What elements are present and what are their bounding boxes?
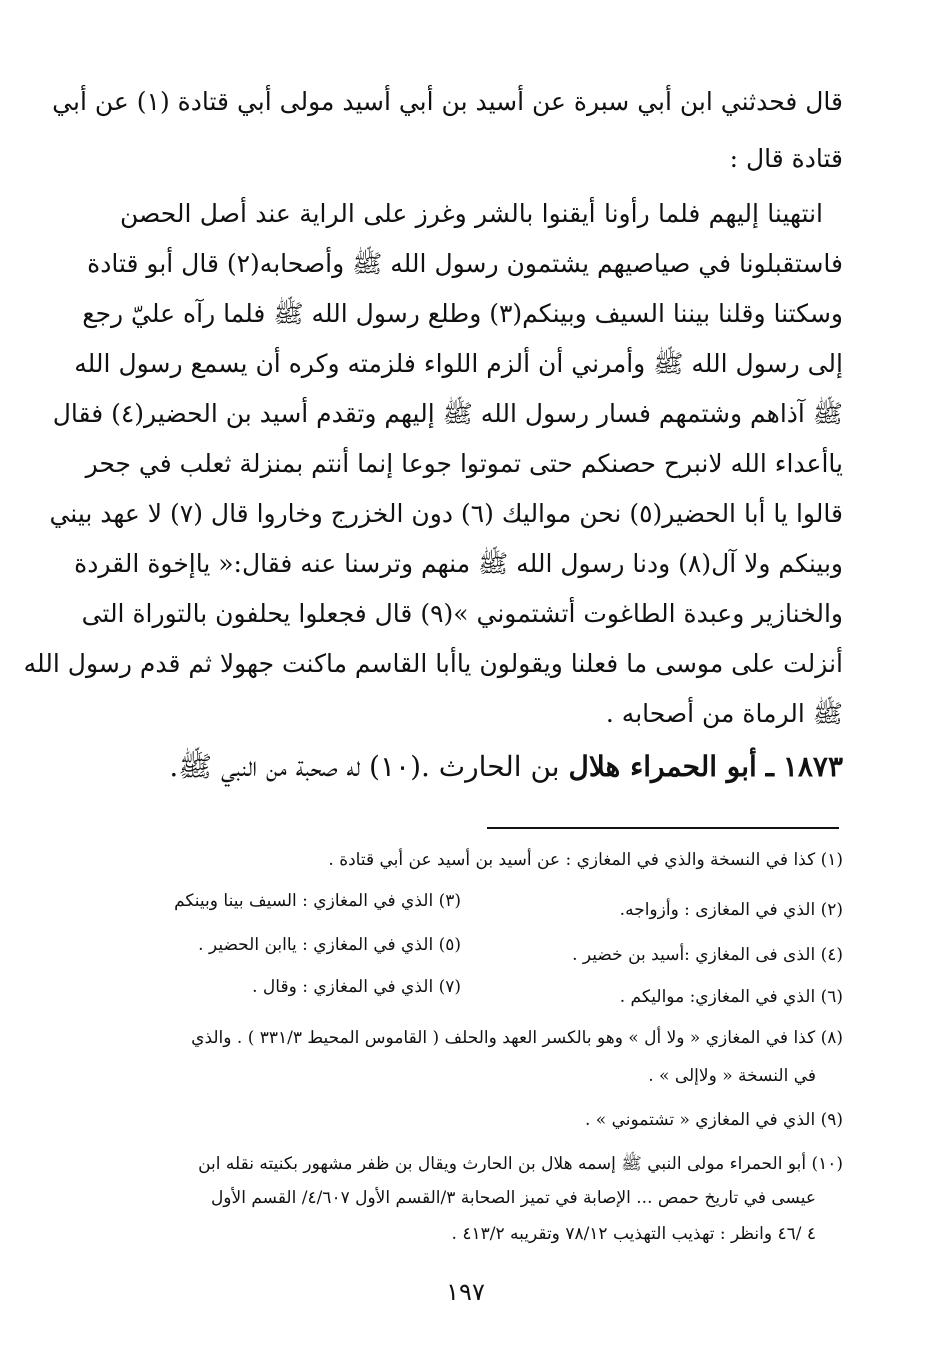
body-line: إلى رسول الله ﷺ وأمرني أن ألزم اللواء فلزمته وكره أن يسمع رسول الله (74, 349, 843, 378)
footnote-5: (٥) الذي في المغازي : ياابن الحضير . (198, 935, 461, 955)
footnote-2: (٢) الذي في المغازى : وأزواجه. (619, 900, 843, 920)
footnote-10-continued: ٤ /٤٦ وانظر : تهذيب التهذيب ٧٨/١٢ وتقريبه ٤١٣/٢ . (451, 1224, 816, 1244)
body-line: انتهينا إليهم فلما رأونا أيقنوا بالشر وغرز على الراية عند أصل الحصن (120, 199, 823, 228)
footnote-10-continued: عيسى في تاريخ حمص ... الإصابة في تميز الصحابة ٣/القسم الأول ٤/٦٠٧/ القسم الأول (210, 1188, 816, 1208)
entry-number: ١٨٧٣ (782, 750, 843, 783)
body-line: قتادة قال : (729, 144, 843, 173)
body-line: ﷺ آذاهم وشتمهم فسار رسول الله ﷺ إليهم وتقدم أسيد بن الحضير(٤) فقال (52, 399, 843, 428)
entry-separator: ـ (765, 750, 774, 783)
body-line: ﷺ الرماة من أصحابه . (605, 699, 843, 728)
body-line: قالوا يا أبا الحضير(٥) نحن مواليك (٦) دون الخزرج وخاروا قال (٧) لا عهد بيني (49, 499, 843, 528)
entry-description: بن الحارث .(١٠) له صحبة من النبي ﷺ. (169, 750, 560, 783)
body-line: وسكتنا وقلنا بيننا السيف وبينكم(٣) وطلع رسول الله ﷺ فلما رآه عليّ رجع (82, 299, 843, 328)
body-line: ياأعداء الله لانبرح حصنكم حتى تموتوا جوعا إنما أنتم بمنزلة ثعلب في جحر (85, 449, 843, 478)
entry-heading (110, 745, 843, 789)
footnote-7: (٧) الذي في المغازي : وقال . (252, 977, 461, 997)
page-number: ١٩٧ (446, 1278, 485, 1306)
entry-name: أبو الحمراء هلال (568, 750, 757, 783)
footnote-1: (١) كذا في النسخة والذي في المغازي : عن أسيد بن أسيد عن أبي قتادة . (328, 850, 843, 870)
footnote-10: (١٠) أبو الحمراء مولى النبي ﷺ إسمه هلال بن الحارث ويقال بن ظفر مشهور بكنيته نقله ابن (198, 1154, 843, 1174)
footnote-6: (٦) الذي في المغازي: مواليكم . (619, 987, 843, 1007)
footnote-3: (٣) الذي في المغازي : السيف بينا وبينكم (174, 891, 461, 911)
footnote-4: (٤) الذى فى المغازي :أسيد بن خضير . (572, 945, 843, 965)
body-line: وبينكم ولا آل(٨) ودنا رسول الله ﷺ منهم وترسنا عنه فقال:« ياإخوة القردة (74, 549, 843, 578)
body-line: أنزلت على موسى ما فعلنا ويقولون ياأبا القاسم ماكنت جهولا ثم قدم رسول الله (23, 649, 843, 678)
footnote-divider (487, 827, 839, 829)
footnote-8: (٨) كذا في المغازي « ولا أل » وهو بالكسر العهد والحلف ( القاموس المحيط ٣٣١/٣ ) . والذي (191, 1028, 843, 1048)
body-line: قال فحدثني ابن أبي سبرة عن أسيد بن أبي أسيد مولى أبي قتادة (١) عن أبي (52, 87, 843, 116)
footnote-9: (٩) الذي في المغازي « تشتموني » . (584, 1110, 843, 1130)
footnote-8-continued: في النسخة « ولاإلى » . (648, 1066, 816, 1086)
body-line: فاستقبلونا في صياصيهم يشتمون رسول الله ﷺ وأصحابه(٢) قال أبو قتادة (87, 249, 843, 278)
body-line: والخنازير وعبدة الطاغوت أتشتموني »(٩) قال فجعلوا يحلفون بالتوراة التى (81, 599, 843, 628)
